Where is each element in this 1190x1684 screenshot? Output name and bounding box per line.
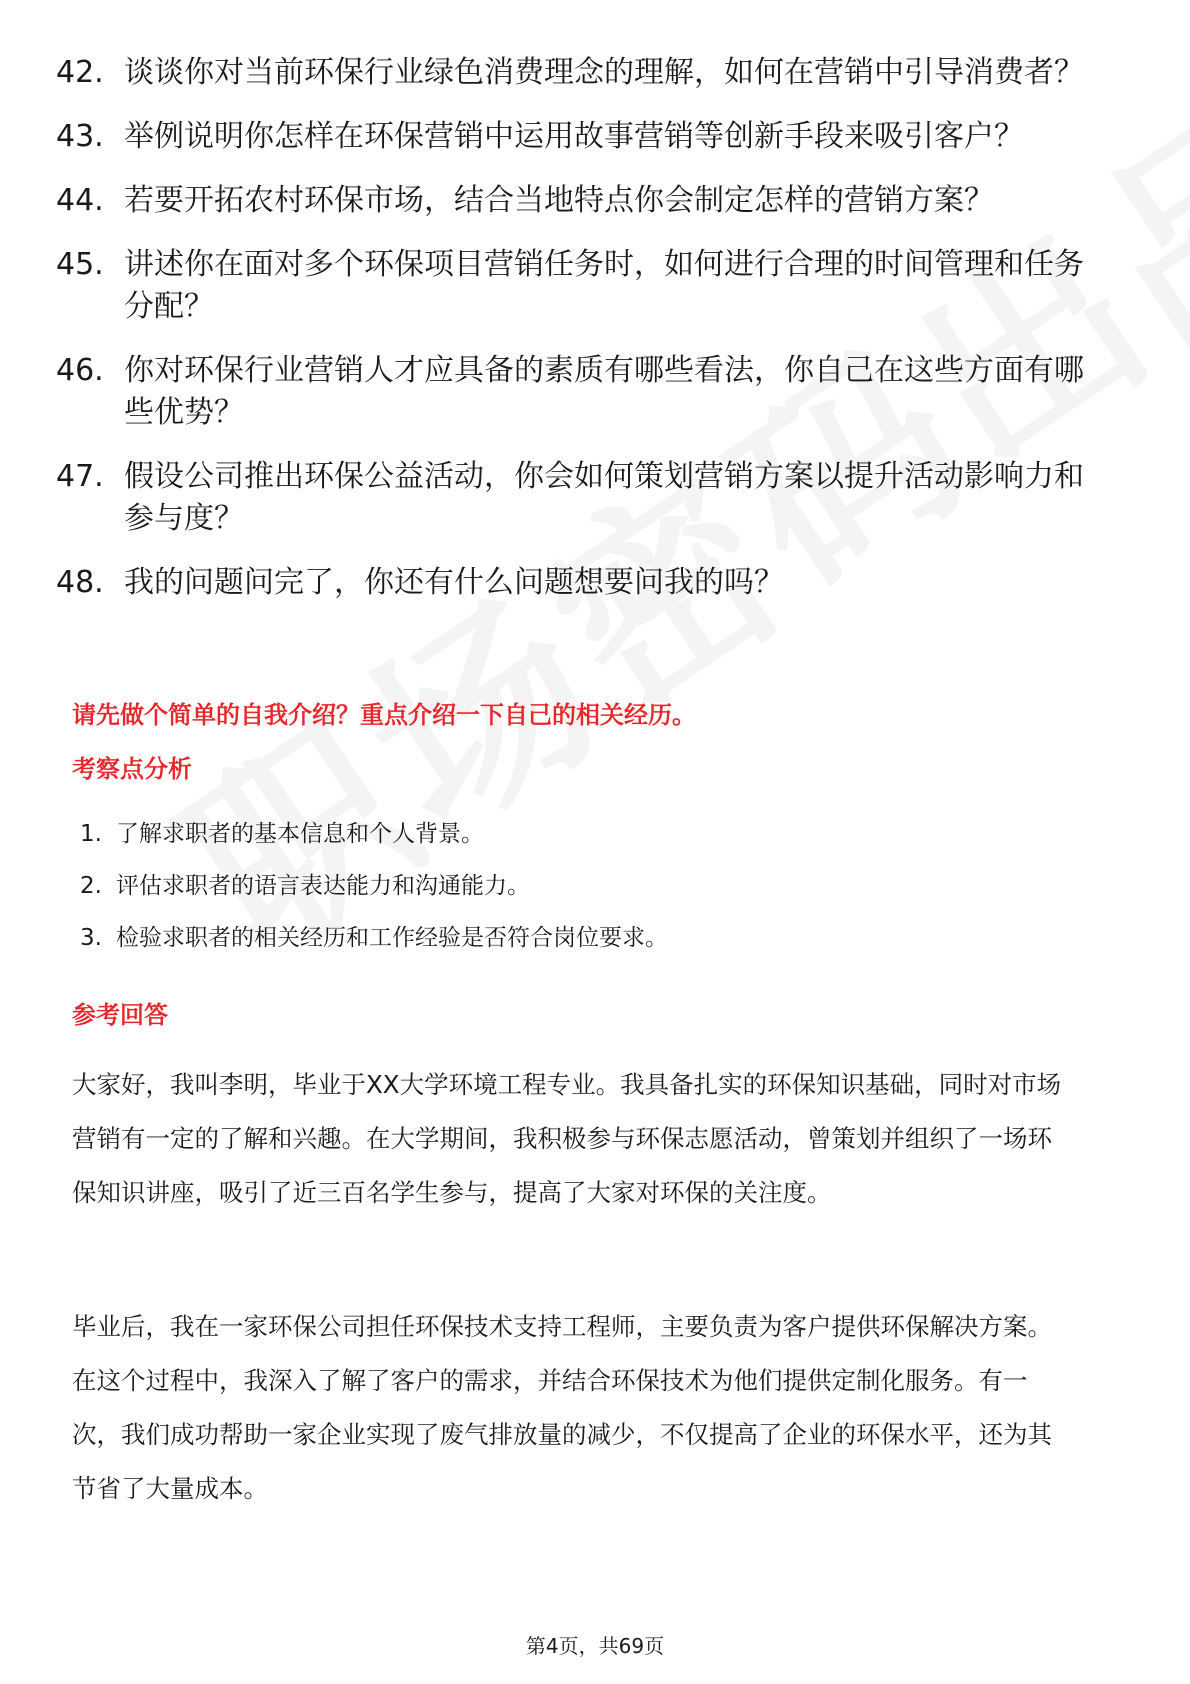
question-number: 48.: [56, 565, 104, 600]
question-text: 谈谈你对当前环保行业绿色消费理念的理解，如何在营销中引导消费者？: [124, 55, 1084, 90]
question-number: 45.: [56, 247, 104, 282]
list-item: [72, 818, 1072, 850]
question-number: 47.: [56, 459, 104, 494]
point-text: 评估求职者的语言表达能力和沟通能力。: [116, 873, 530, 899]
question-list: [56, 52, 1126, 626]
point-text: 检验求职者的相关经历和工作经验是否符合岗位要求。: [116, 925, 668, 951]
list-item: [56, 244, 1126, 328]
question-text: 举例说明你怎样在环保营销中运用故事营销等创新手段来吸引客户？: [124, 119, 1024, 154]
page-footer: 第4页，共69页: [525, 1634, 665, 1658]
question-number: 46.: [56, 353, 104, 388]
question-text: 若要开拓农村环保市场，结合当地特点你会制定怎样的营销方案？: [124, 183, 994, 218]
list-item: [56, 456, 1126, 540]
question-text: 讲述你在面对多个环保项目营销任务时，如何进行合理的时间管理和任务分配？: [124, 247, 1084, 324]
question-text: 我的问题问完了，你还有什么问题想要问我的吗？: [124, 565, 784, 600]
point-number: 2.: [80, 873, 102, 899]
answer-paragraph: 大家好，我叫李明，毕业于XX大学环境工程专业。我具备扎实的环保知识基础，同时对市场营销有一定的了解和兴趣。在大学期间，我积极参与环保志愿活动，曾策划并组织了一场环保知识讲座，吸引了近三百名学生参与，提高了大家对环保的关注度。: [72, 1070, 1062, 1207]
analysis-points-list: [72, 818, 1072, 974]
analysis-heading: 考察点分析: [72, 755, 192, 783]
answer-paragraph: 毕业后，我在一家环保公司担任环保技术支持工程师，主要负责为客户提供环保解决方案。在这个过程中，我深入了解了客户的需求，并结合环保技术为他们提供定制化服务。有一次，我们成功帮助一家企业实现了废气排放量的减少，不仅提高了企业的环保水平，还为其节省了大量成本。: [72, 1312, 1052, 1503]
section-question-heading: 请先做个简单的自我介绍？重点介绍一下自己的相关经历。: [72, 701, 696, 729]
point-text: 了解求职者的基本信息和个人背景。: [116, 821, 484, 847]
list-item: [72, 870, 1072, 902]
list-item: [56, 350, 1126, 434]
question-text: 假设公司推出环保公益活动，你会如何策划营销方案以提升活动影响力和参与度？: [124, 459, 1084, 536]
question-text: 你对环保行业营销人才应具备的素质有哪些看法，你自己在这些方面有哪些优势？: [124, 353, 1084, 430]
list-item: [56, 116, 1126, 158]
answer-heading: 参考回答: [72, 1001, 168, 1029]
question-number: 44.: [56, 183, 104, 218]
list-item: [56, 180, 1126, 222]
question-number: 42.: [56, 55, 104, 90]
point-number: 3.: [80, 925, 102, 951]
list-item: [72, 922, 1072, 954]
question-number: 43.: [56, 119, 104, 154]
point-number: 1.: [80, 821, 102, 847]
list-item: [56, 562, 1126, 604]
list-item: [56, 52, 1126, 94]
